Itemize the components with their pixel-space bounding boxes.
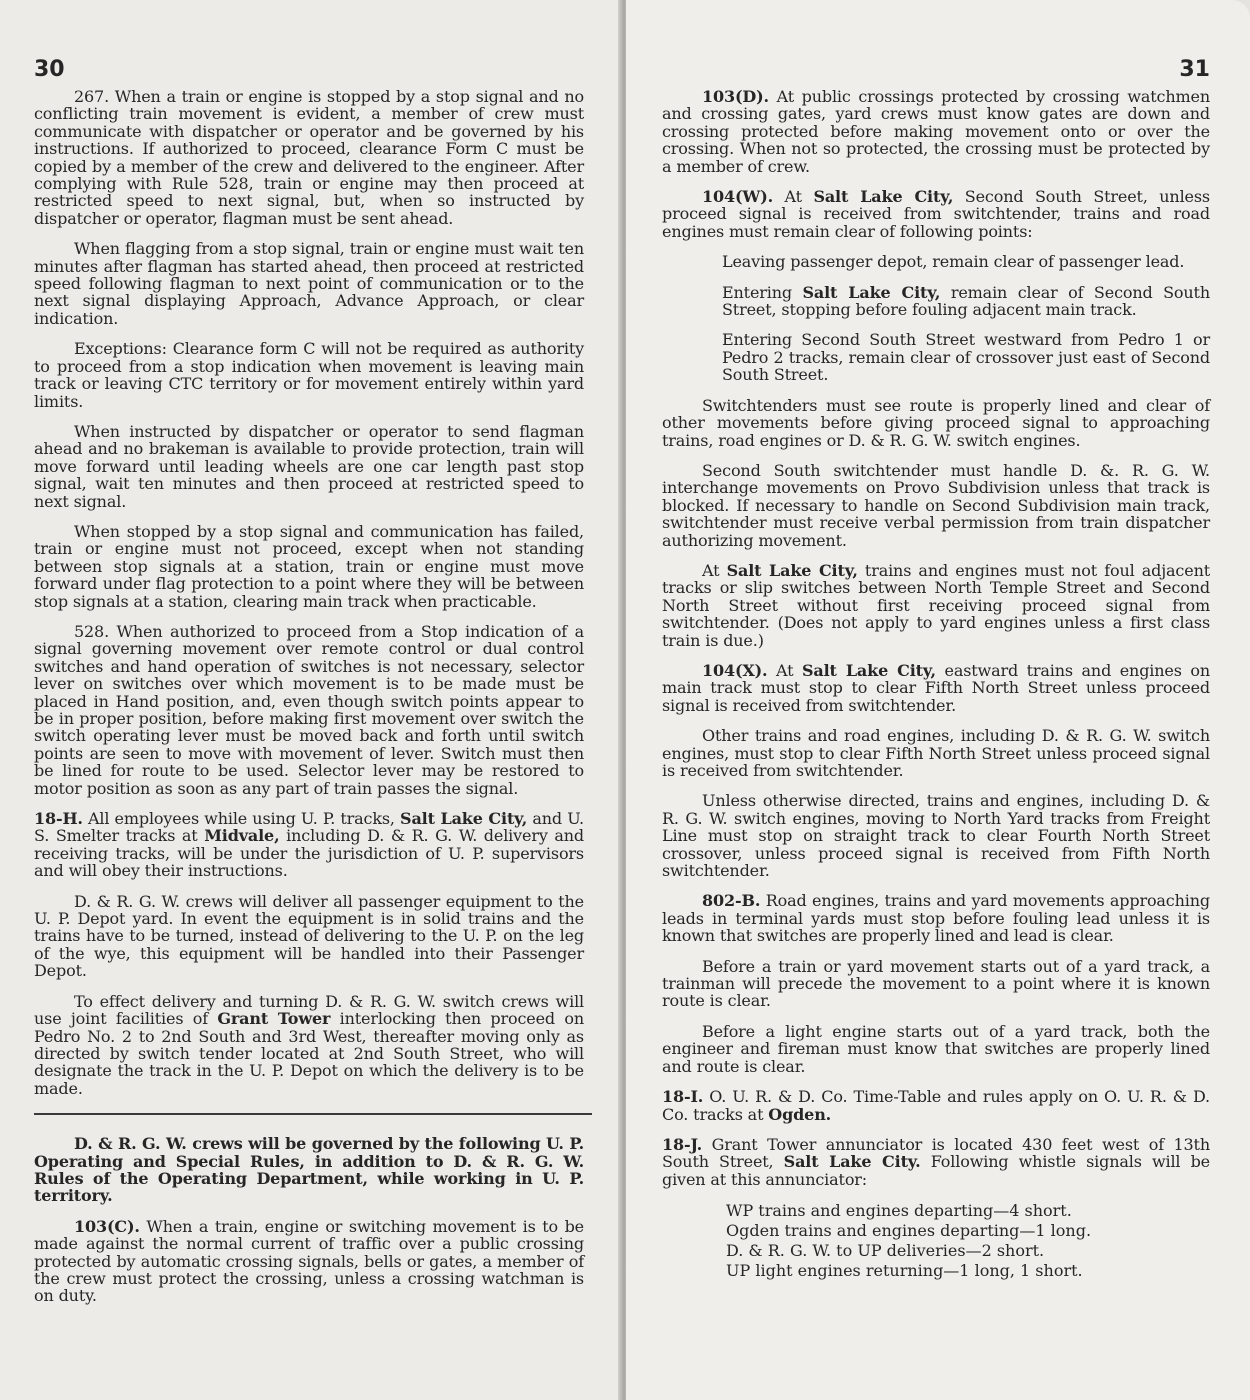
paragraph-instructed: When instructed by dispatcher or operator to send flagman ahead and no brakeman is available to provide protection, train will move forward until leading wheels are one car length past stop signal, wait ten minutes and then proceed at restricted speed to next signal. [34, 421, 584, 511]
whistle-signal-item: D. & R. G. W. to UP deliveries—2 short. [726, 1241, 1045, 1261]
point-second-south: Entering Second South Street westward from Pedro 1 or Pedro 2 tracks, remain clear of crossover just east of Second South Street. [722, 330, 1210, 385]
paragraph-north-temple [662, 562, 1210, 649]
page-number-left: 30 [34, 57, 65, 82]
whistle-signal-item: Ogden trains and engines departing—1 long. [726, 1221, 1092, 1241]
place-name: Salt Lake City, [813, 187, 954, 207]
place-name: Salt Lake City. [783, 1152, 921, 1172]
rule-267: 267. When a train or engine is stopped by a stop signal and no conflicting train movement is evident, a member of crew must communicate with dispatcher or operator and be governed by his instructions. If authorized to proceed, clearance Form C must be copied by a member of the crew and delivered to the engineer. After complying with Rule 528, train or engine may then proceed at restricted speed to next signal, but, when so instructed by dispatcher or operator, flagman must be sent ahead. [34, 87, 584, 228]
place-name: Salt Lake City, [726, 560, 858, 580]
rule-label: 104(X). [702, 660, 768, 680]
rule-label: 104(W). [702, 187, 774, 207]
text-span: When a train, engine or switching movement is to be made against the normal current of traffic over a public crossing protected by automatic crossing signals, bells or gates, a member of the crew must protect the crossing, unless a crossing watchman is on duty. [34, 1216, 584, 1306]
text-span: O. U. R. & D. Co. Time-Table and rules apply on O. U. R. & D. Co. tracks at [662, 1087, 1210, 1124]
text-span: Second South Street, unless proceed signal is received from switchtender, trains and road engines must remain clear of following points: [662, 187, 1210, 241]
place-name: Salt Lake City, [400, 809, 528, 829]
rule-label: 802-B. [702, 891, 761, 911]
whistle-signal-item: WP trains and engines departing—4 short. [726, 1201, 1072, 1221]
rule-103d [662, 88, 1210, 175]
rule-label: 18-I. [662, 1087, 704, 1107]
rule-528: 528. When authorized to proceed from a Stop indication of a signal governing movement over remote control or dual control switches and hand operation of switches is not necessary, selector lever on switches over which movement is to be made must be placed in Hand position, and, even though switch points appear to be in proper position, before making first movement over switch the switch operating lever must be moved back and forth until switch points are seen to move with movement of lever. Switch must then be lined for route to be used. Selector lever may be restored to motor position as soon as any part of train passes the signal. [34, 621, 584, 798]
rule-label: 103(D). [702, 87, 769, 106]
paragraph-flagging: When flagging from a stop signal, train or engine must wait ten minutes after flagman has started ahead, then proceed at restricted speed following flagman to next point of communication or to the next signal displaying Approach, Advance Approach, or clear indication. [34, 239, 584, 328]
rule-18j [662, 1136, 1210, 1188]
paragraph-light-engine: Before a light engine starts out of a yard track, both the engineer and fireman must know that switches are properly lined and route is clear. [662, 1021, 1210, 1076]
rule-label: 18-H. [34, 809, 83, 829]
rule-802b [662, 892, 1210, 944]
rule-label: 103(C). [74, 1216, 140, 1236]
text-span: Road engines, trains and yard movements approaching leads in terminal yards must stop before fouling lead unless it is known that switches are properly lined and lead is clear. [662, 891, 1210, 946]
text-span: remain clear of Second South Street, stopping before fouling adjacent main track. [722, 282, 1210, 320]
paragraph-switchtenders: Switchtenders must see route is properly lined and clear of other movements before giving proceed signal to approaching trains, road engines or D. & R. G. W. switch engines. [662, 395, 1210, 450]
text-span: eastward trains and engines on main track must stop to clear Fifth North Street unless proceed signal is received from switchtender. [662, 660, 1210, 715]
text-span: and U. S. Smelter tracks at [34, 809, 584, 846]
paragraph-effect-delivery [34, 993, 584, 1097]
place-name: Salt Lake City, [802, 660, 936, 680]
page-number-right: 31 [1179, 57, 1210, 82]
rule-18h [34, 810, 584, 880]
right-page [626, 0, 1250, 1400]
place-name: Ogden. [768, 1104, 832, 1124]
paragraph-second-south-switchtender: Second South switchtender must handle D. &. R. G. W. interchange movements on Provo Subdivision unless that track is blocked. If necessary to handle on Second Subdivision main track, switchtender must receive verbal permission from train dispatcher authorizing movement. [662, 460, 1210, 550]
place-name: Midvale, [204, 826, 280, 846]
up-rules-notice: D. & R. G. W. crews will be governed by the following U. P. Operating and Special Rules, in addition to D. & R. G. W. Rules of the Operating Department, while working in U. P. territory. [34, 1134, 584, 1206]
paragraph-exceptions: Exceptions: Clearance form C will not be required as authority to proceed from a stop indication when movement is leaving main track or leaving CTC territory or for movement entirely within yard limits. [34, 339, 584, 411]
text-span: including D. & R. G. W. delivery and receiving tracks, will be under the jurisdiction of U. P. supervisors and will obey their instructions. [34, 826, 585, 881]
rule-104w [662, 188, 1210, 240]
text-span: trains and engines must not foul adjacent tracks or slip switches between North Temple Street and Second North Street without first receiving proceed signal from switchtender. (Does not apply to yard engines unless a first class train is due.) [662, 560, 1210, 650]
rule-label: 18-J. [662, 1134, 703, 1154]
paragraph-yard-movement: Before a train or yard movement starts out of a yard track, a trainman will precede the movement to a point where it is known route is clear. [662, 956, 1210, 1011]
paragraph-other-trains: Other trains and road engines, including D. & R. G. W. switch engines, must stop to clear Fifth North Street unless proceed signal is received from switchtender. [662, 726, 1210, 780]
text-span: Grant Tower annunciator is located 430 feet west of 13th South Street, [662, 1134, 1210, 1172]
rule-104x [662, 662, 1210, 714]
paragraph-deliver: D. & R. G. W. crews will deliver all passenger equipment to the U. P. Depot yard. In event the equipment is in solid trains and the trains have to be turned, instead of delivering to the U. P. on the leg of the wye, this equipment will be handled into their Passenger Depot. [34, 891, 584, 981]
text-span: To effect delivery and turning D. & R. G. W. switch crews will use joint facilities of [34, 991, 584, 1029]
text-span: All employees while using U. P. tracks, [82, 809, 401, 829]
text-span: At [773, 187, 814, 207]
text-span: At [767, 660, 802, 680]
rule-103c [34, 1218, 584, 1305]
point-passenger-depot: Leaving passenger depot, remain clear of passenger lead. [722, 252, 1185, 272]
place-name: Grant Tower [217, 1009, 331, 1029]
paragraph-communication-failed: When stopped by a stop signal and communication has failed, train or engine must not proceed, except when not standing between stop signals at a station, train or engine must move forward under flag protection to a point where they will be between stop signals at a station, clearing main track when practicable. [34, 521, 584, 611]
text-span: Following whistle signals will be given at this annunciator: [662, 1152, 1210, 1189]
place-name: Salt Lake City, [802, 282, 941, 302]
whistle-signal-list [726, 1201, 1210, 1281]
rule-18i [662, 1088, 1210, 1123]
text-span: At public crossings protected by crossing watchmen and crossing gates, yard crews must know gates are down and crossing protected before making movement onto or over the crossing. When not so protected, the crossing must be protected by a member of crew. [662, 87, 1210, 176]
left-page [0, 0, 622, 1400]
text-span: interlocking then proceed on Pedro No. 2 to 2nd South and 3rd West, thereafter moving only as directed by switch tender located at 2nd South Street, who will designate the track in the U. P. Depot on which the delivery is to be made. [34, 1009, 584, 1098]
section-divider [34, 1113, 592, 1115]
whistle-signal-item: UP light engines returning—1 long, 1 short. [726, 1261, 1083, 1281]
text-span: At [702, 560, 727, 580]
paragraph-north-yard: Unless otherwise directed, trains and engines, including D. & R. G. W. switch engines, moving to North Yard tracks from Freight Line must stop on straight track to clear Fourth North Street crossover, unless proceed signal is received from Fifth North switchtender. [662, 791, 1210, 881]
text-span: Entering [722, 282, 803, 302]
point-entering-slc [722, 284, 1210, 319]
